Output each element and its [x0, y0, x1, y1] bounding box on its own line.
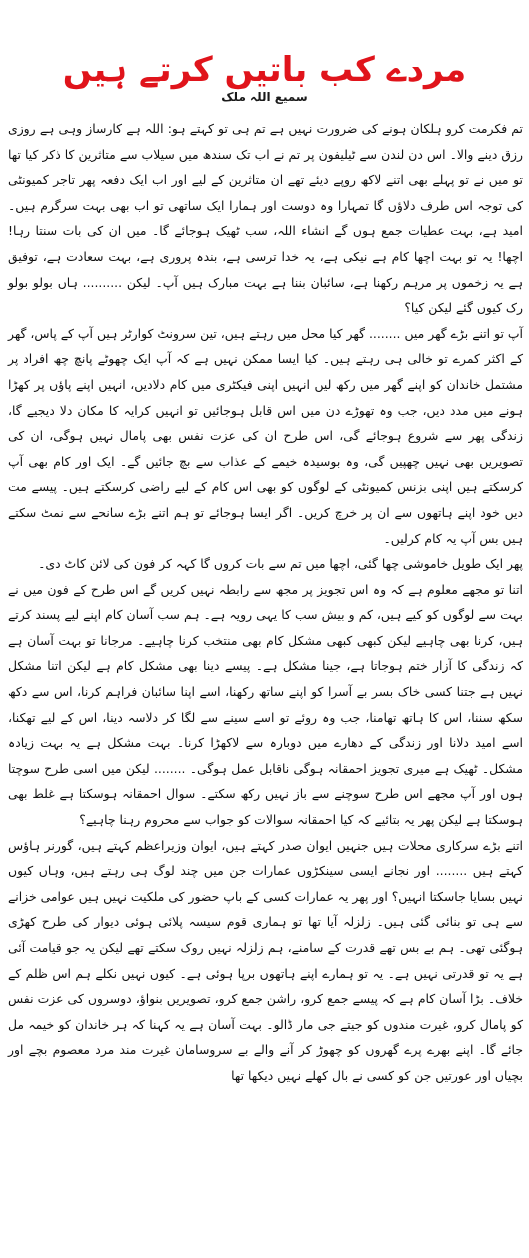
article-paragraph: تم فکرمت کرو ہلکان ہونے کی ضرورت نہیں ہے تم ہی تو کہتے ہو: اللہ ہے کارساز وہی ہے روزی رزق دینے والا۔ اس دن لندن سے ٹیلیفون پر تم نے اب تک سندھ میں سیلاب سے متاثرین کا ذکر کیا تھا تو میں نے تو پہلے بھی اتنے لاکھ روپے دیئے تھے ان متاثرین کے لیے اور اب ایک دفعہ پھر تاجر کمیونٹی کی توجہ اس طرف دلاؤں گا تمہارا وہ دوست اور ہمارا ایک ساتھی تو اب بھی بہت سرگرم ہیں۔ امید ہے، بہت عطیات جمع ہوں گے انشاء اللہ، سب ٹھیک ہوجائے گا۔ میں ان کی بات سنتا رہا! اچھا! یہ تو بہت اچھا کام ہے نیکی ہے، یہ خدا ترسی ہے، بندہ پروری ہے، بہت سعادت ہے، توفیق ہے یہ زخموں پر مرہم رکھنا ہے، سائبان بننا ہے بہت مبارک ہیں آپ۔ لیکن .......... ہاں بولو بولو رک کیوں گئے لیکن کیا؟	[8, 121, 523, 316]
article-paragraph: آپ تو اتنے بڑے گھر میں ........ گھر کیا محل میں رہتے ہیں، تین سرونٹ کوارٹر ہیں آپ کے پاس، گھر کے اکثر کمرے تو خالی ہی رہتے ہیں۔ کیا ایسا ممکن نہیں ہے کہ آپ ایک چھوٹے پانچ چھ افراد پر مشتمل خاندان کو اپنے گھر میں رکھ لیں انہیں اپنی فیکٹری میں کام دلادیں، انہیں اپنے پاؤں پر کھڑا ہونے میں مدد دیں، جب وہ تھوڑے دن میں اس قابل ہوجائیں تو انہیں کرایہ کا مکان دلا دیجیے گا، زندگی پھر سے شروع ہوجائے گی، اس طرح ان کی عزت نفس بھی پامال نہیں ہوگی، ان کی تصویریں بھی نہیں چھپیں گی، وہ بوسیدہ خیمے کے عذاب سے بچ جائیں گے۔ ایک اور کام بھی آپ کرسکتے ہیں اپنی بزنس کمیونٹی کے لوگوں کو بھی اس کام کے لیے راضی کرسکتے ہیں۔ پیسے مت دیں خود اپنے ہاتھوں سے ان پر خرچ کریں۔ اگر ایسا ہوجائے تو ہم اتنے بڑے سانحے سے نمٹ سکتے ہیں بس آپ یہ کام کرلیں۔	[8, 325, 523, 546]
article-headline: مردے کب باتیں کرتے ہیں	[62, 49, 467, 90]
article-body	[8, 116, 523, 1089]
author-byline: سمیع اللہ ملک	[221, 90, 308, 104]
article-paragraph: اتنے بڑے سرکاری محلات ہیں جنہیں ایوان صدر کہتے ہیں، ایوان وزیراعظم کہتے ہیں، گورنر ہاؤس کہتے ہیں ........ اور نجانے ایسی سینکڑوں عمارات جن میں چند لوگ ہی رہتے ہیں، وہاں کیوں نہیں بسایا جاسکتا انہیں؟ اور پھر یہ عمارات کسی کے باپ حضور کی ملکیت نہیں ہیں عوامی خزانے سے ہی تو بنائی گئی ہیں۔ زلزلہ آیا تھا تو ہماری قوم سیسہ پلائی ہوئی دیوار کی طرح کھڑی ہوگئی تھی۔ ہم بے بس تھے قدرت کے سامنے، ہم زلزلہ نہیں روک سکتے تھے لیکن یہ جو قیامت آئی ہے یہ تو قدرتی نہیں ہے۔ یہ تو ہمارے اپنے ہاتھوں برپا ہوئی ہے۔ کیوں نہیں نکلے ہم اس ظلم کے خلاف۔ بڑا آسان کام ہے کہ پیسے جمع کرو، راشن جمع کرو، تصویریں بنواؤ، دوسروں کی عزت نفس کو پامال کرو، غیرت مندوں کو جیتے جی مار ڈالو۔ بہت آسان ہے یہ کہنا کہ ہر خاندان کو خیمہ مل جائے گا۔ اپنے بھرے پرے گھروں کو چھوڑ کر آنے والے بے سروسامان غیرت مند مرد معصوم بچے اور بچیاں اور عورتیں جن کو کسی نے بال کھلے نہیں دیکھا تھا	[8, 837, 523, 1083]
article-paragraph: اتنا تو مجھے معلوم ہے کہ وہ اس تجویز پر مجھ سے رابطہ نہیں کریں گے اس طرح کے فون میں نے بہت سے لوگوں کو کیے ہیں، کم و بیش سب کا یہی رویہ ہے۔ ہم سب آسان کام اپنے لیے پسند کرتے ہیں، کرنا بھی چاہیے لیکن کبھی کبھی مشکل کام بھی منتخب کرنا چاہیے۔ مرجانا تو بہت آسان ہے کہ زندگی کا آزار ختم ہوجاتا ہے، جینا مشکل ہے۔ پیسے دینا بھی مشکل کام ہے لیکن اتنا مشکل نہیں ہے جتنا کسی خاک بسر بے آسرا کو اپنے ساتھ رکھنا، اسے اپنا سائبان فراہم کرنا، اس سے دکھ سکھ سننا، اس کا ہاتھ تھامنا، جب وہ روئے تو اسے سینے سے لگا کر دلاسہ دینا، اس کے لیے تھکنا، اسے امید دلانا اور زندگی کے دھارے میں دوبارہ سے لاکھڑا کرنا۔ بہت مشکل ہے یہ بہت زیادہ مشکل۔ ٹھیک ہے میری تجویز احمقانہ ہوگی ناقابل عمل ہوگی۔ ........ لیکن میں اسی طرح سوچتا ہوں اور آپ مجھے اس طرح سوچنے سے باز نہیں رکھ سکتے۔ سوال احمقانہ ہوسکتا ہے غلط بھی ہوسکتا ہے لیکن پھر یہ بتائیے کہ کیا احمقانہ سوالات کو جواب سے محروم رہنا چاہیے؟	[8, 581, 523, 828]
article-paragraph: پھر ایک طویل خاموشی چھا گئی، اچھا میں تم سے بات کروں گا کہہ کر فون کی لائن کاٹ دی۔	[38, 556, 523, 572]
